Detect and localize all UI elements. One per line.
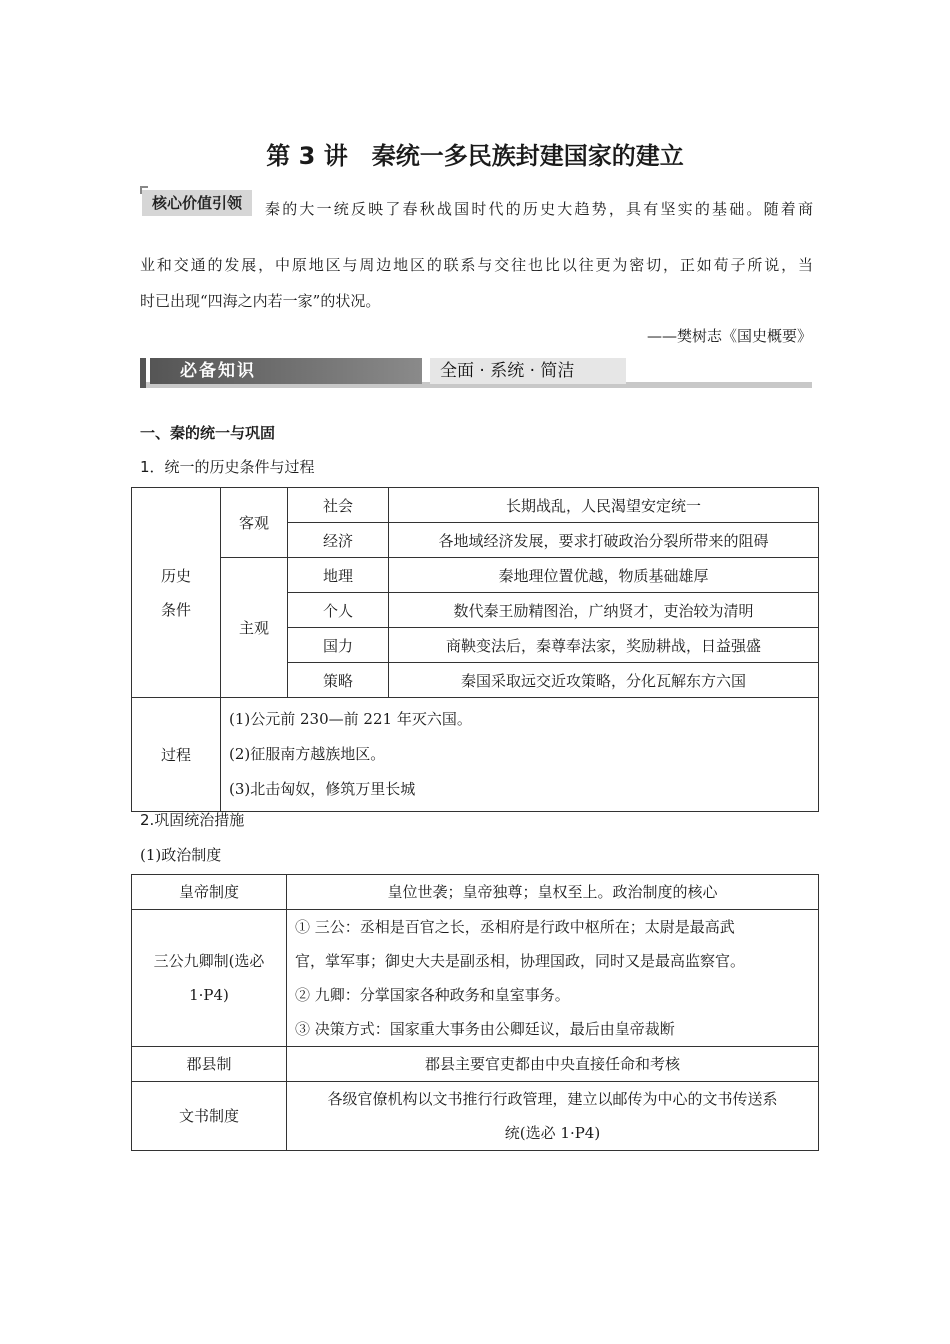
row-value-line: ③ 决策方式：国家重大事务由公卿廷议，最后由皇帝裁断 [295,1020,675,1038]
row-value [287,1082,819,1151]
history-label-2: 条件 [160,600,191,619]
row-value [287,910,819,1047]
banner-left-edge [140,358,146,388]
row-key: 地理 [288,558,389,593]
intro-line-1: 秦的大一统反映了春秋战国时代的历史大趋势，具有坚实的基础。随着商 [265,200,813,218]
process-item: (3)北击匈奴，修筑万里长城 [229,780,416,798]
row-value: 秦地理位置优越，物质基础雄厚 [389,558,819,593]
row-value-line: ② 九卿：分掌国家各种政务和皇室事务。 [295,986,570,1004]
row-value: 郡县主要官吏都由中央直接任命和考核 [287,1047,819,1082]
row-value-line: 统(选必 1·P4) [504,1124,601,1142]
row-value: 商鞅变法后，秦尊奉法家，奖励耕战，日益强盛 [389,628,819,663]
row-key: 国力 [288,628,389,663]
row-key: 皇帝制度 [132,875,287,910]
process-item: (2)征服南方越族地区。 [229,745,386,763]
row-key: 社会 [288,488,389,523]
row-value-line: 各级官僚机构以文书推行行政管理，建立以邮传为中心的文书传送系 [327,1090,778,1108]
row-value: 皇位世袭；皇帝独尊；皇权至上。政治制度的核心 [287,875,819,910]
row-key-line: 三公九卿制(选必 [153,952,265,970]
row-value-line: ① 三公：丞相是百官之长，丞相府是行政中枢所在；太尉是最高武 [295,918,735,936]
row-value-line: 官，掌军事；御史大夫是副丞相，协理国政，同时又是最高监察官。 [295,952,746,970]
process-cell [221,698,819,812]
section-heading: 一、秦的统一与巩固 [140,424,276,442]
row-key: 文书制度 [132,1082,287,1151]
banner-label-required-knowledge: 必备知识 [180,361,256,381]
objective-cell: 客观 [221,488,288,558]
quote-source: ——樊树志《国史概要》 [646,327,812,345]
subjective-cell: 主观 [221,558,288,698]
subsection-heading-2: 2.巩固统治措施 [140,811,245,829]
history-label-1: 历史 [160,566,191,585]
process-item: (1)公元前 230—前 221 年灭六国。 [229,710,472,728]
unification-conditions-table [131,487,819,812]
row-key: 策略 [288,663,389,698]
subsection-heading-2a: (1)政治制度 [140,846,222,864]
row-key-line: 1·P4) [189,986,229,1004]
subsection-heading-1: 1．统一的历史条件与过程 [140,458,315,476]
row-key [132,910,287,1047]
row-value: 秦国采取远交近攻策略，分化瓦解东方六国 [389,663,819,698]
core-value-badge: 核心价值引领 [142,190,252,216]
political-system-table [131,874,819,1151]
row-value: 数代秦王励精图治，广纳贤才，吏治较为清明 [389,593,819,628]
row-key: 经济 [288,523,389,558]
intro-line-2: 业和交通的发展，中原地区与周边地区的联系与交往也比以往更为密切，正如荀子所说，当 [140,256,813,274]
banner-label-summary: 全面 · 系统 · 简洁 [440,361,575,381]
row-value: 各地域经济发展，要求打破政治分裂所带来的阻碍 [389,523,819,558]
process-label-cell: 过程 [132,698,221,812]
history-conditions-cell [132,488,221,698]
row-key: 郡县制 [132,1047,287,1082]
section-banner [140,356,812,392]
row-key: 个人 [288,593,389,628]
page-title: 第 3 讲 秦统一多民族封建国家的建立 [266,142,684,170]
row-value: 长期战乱，人民渴望安定统一 [389,488,819,523]
intro-line-3: 时已出现“四海之内若一家”的状况。 [140,292,381,310]
